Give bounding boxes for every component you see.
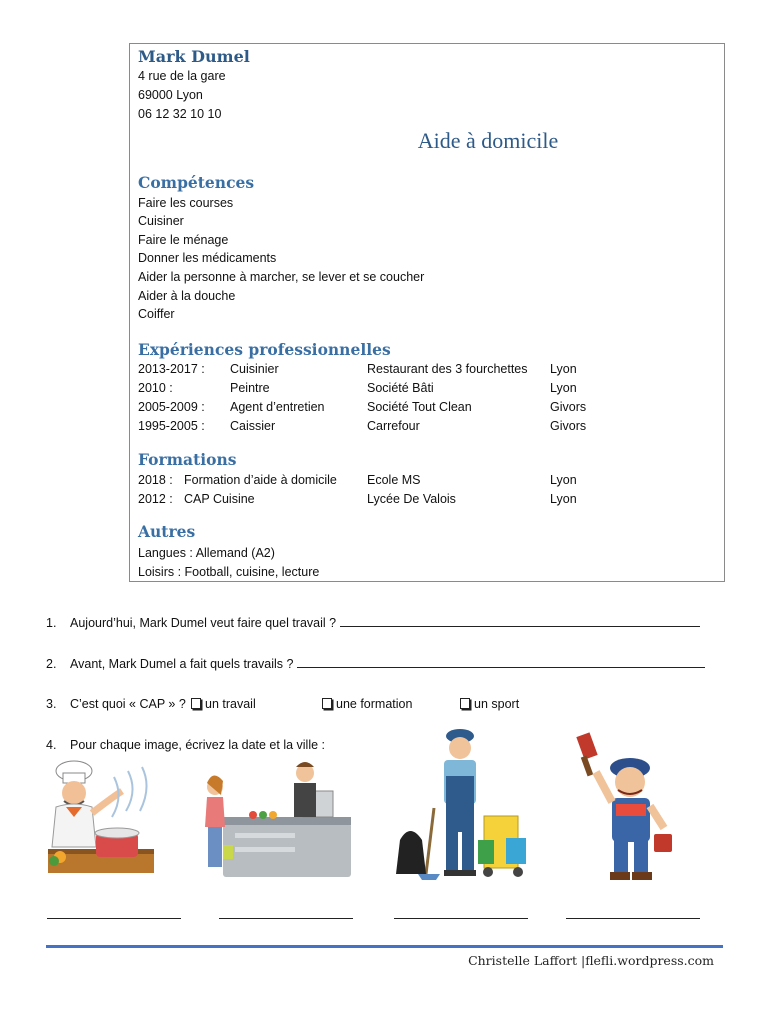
cleaner-illustration bbox=[388, 728, 540, 884]
formation-city: Lyon bbox=[550, 492, 577, 506]
autres-loisirs: Loisirs : Football, cuisine, lecture bbox=[138, 565, 320, 579]
answer-line-2[interactable] bbox=[297, 657, 705, 668]
question-number: 1. bbox=[46, 616, 57, 630]
painter-illustration bbox=[572, 728, 684, 890]
experience-city: Givors bbox=[550, 400, 587, 414]
experience-employer: Carrefour bbox=[367, 419, 420, 433]
option-label: un travail bbox=[205, 697, 256, 711]
autres-langues: Langues : Allemand (A2) bbox=[138, 546, 275, 560]
experience-job: Agent d’entretien bbox=[230, 400, 325, 414]
image-answer-line-3[interactable] bbox=[394, 918, 528, 919]
experience-job: Caissier bbox=[230, 419, 276, 433]
formation-year: 2012 : bbox=[138, 492, 173, 506]
competences-heading: Compétences bbox=[138, 173, 255, 192]
footer-rule bbox=[46, 945, 723, 948]
question-text: C’est quoi « CAP » ? bbox=[70, 697, 186, 711]
experience-period: 2013-2017 : bbox=[138, 362, 205, 376]
competence-item: Cuisiner bbox=[138, 214, 184, 228]
experience-employer: Restaurant des 3 fourchettes bbox=[367, 362, 528, 376]
experience-job: Peintre bbox=[230, 381, 270, 395]
formation-year: 2018 : bbox=[138, 473, 173, 487]
experiences-heading: Expériences professionnelles bbox=[138, 340, 391, 359]
autres-heading: Autres bbox=[138, 522, 196, 541]
formation-school: Ecole MS bbox=[367, 473, 421, 487]
image-answer-line-2[interactable] bbox=[219, 918, 353, 919]
checkbox-icon[interactable] bbox=[191, 698, 201, 709]
formation-school: Lycée De Valois bbox=[367, 492, 456, 506]
experience-city: Lyon bbox=[550, 381, 577, 395]
question-text: Avant, Mark Dumel a fait quels travails ? bbox=[70, 657, 294, 671]
question-number: 3. bbox=[46, 697, 57, 711]
cv-name: Mark Dumel bbox=[138, 47, 250, 66]
address-city: 69000 Lyon bbox=[138, 88, 203, 102]
experience-job: Cuisinier bbox=[230, 362, 279, 376]
footer-credit: Christelle Laffort |flefli.wordpress.com bbox=[468, 953, 714, 968]
question-3 bbox=[46, 697, 186, 711]
experience-employer: Société Bâti bbox=[367, 381, 434, 395]
answer-line-1[interactable] bbox=[340, 616, 700, 627]
question-2 bbox=[46, 657, 705, 671]
image-answer-line-1[interactable] bbox=[47, 918, 181, 919]
option-un-sport[interactable] bbox=[460, 697, 519, 711]
experience-city: Givors bbox=[550, 419, 587, 433]
phone-number: 06 12 32 10 10 bbox=[138, 107, 222, 121]
formation-course: Formation d’aide à domicile bbox=[184, 473, 337, 487]
experience-period: 2005-2009 : bbox=[138, 400, 205, 414]
checkbox-icon[interactable] bbox=[322, 698, 332, 709]
question-text: Pour chaque image, écrivez la date et la ville : bbox=[70, 738, 325, 752]
formation-course: CAP Cuisine bbox=[184, 492, 255, 506]
competence-item: Faire les courses bbox=[138, 196, 234, 210]
competence-item: Faire le ménage bbox=[138, 233, 229, 247]
option-label: une formation bbox=[336, 697, 413, 711]
experience-employer: Société Tout Clean bbox=[367, 400, 472, 414]
option-label: un sport bbox=[474, 697, 520, 711]
image-answer-line-4[interactable] bbox=[566, 918, 700, 919]
competence-item: Aider à la douche bbox=[138, 289, 236, 303]
formations-heading: Formations bbox=[138, 450, 237, 469]
cashier-illustration bbox=[193, 757, 355, 887]
competence-item: Coiffer bbox=[138, 307, 175, 321]
experience-period: 2010 : bbox=[138, 381, 173, 395]
checkbox-icon[interactable] bbox=[460, 698, 470, 709]
experience-city: Lyon bbox=[550, 362, 577, 376]
competence-item: Donner les médicaments bbox=[138, 251, 277, 265]
job-title: Aide à domicile bbox=[417, 128, 559, 153]
cv-box bbox=[129, 43, 725, 582]
question-number: 4. bbox=[46, 738, 57, 752]
question-text: Aujourd’hui, Mark Dumel veut faire quel travail ? bbox=[70, 616, 337, 630]
cook-illustration bbox=[44, 757, 158, 879]
option-une-formation[interactable] bbox=[322, 697, 412, 711]
formation-city: Lyon bbox=[550, 473, 577, 487]
address-street: 4 rue de la gare bbox=[138, 69, 226, 83]
option-un-travail[interactable] bbox=[191, 697, 256, 711]
experience-period: 1995-2005 : bbox=[138, 419, 205, 433]
question-1 bbox=[46, 616, 700, 630]
competence-item: Aider la personne à marcher, se lever et se coucher bbox=[138, 270, 425, 284]
question-number: 2. bbox=[46, 657, 57, 671]
question-4 bbox=[46, 738, 325, 752]
